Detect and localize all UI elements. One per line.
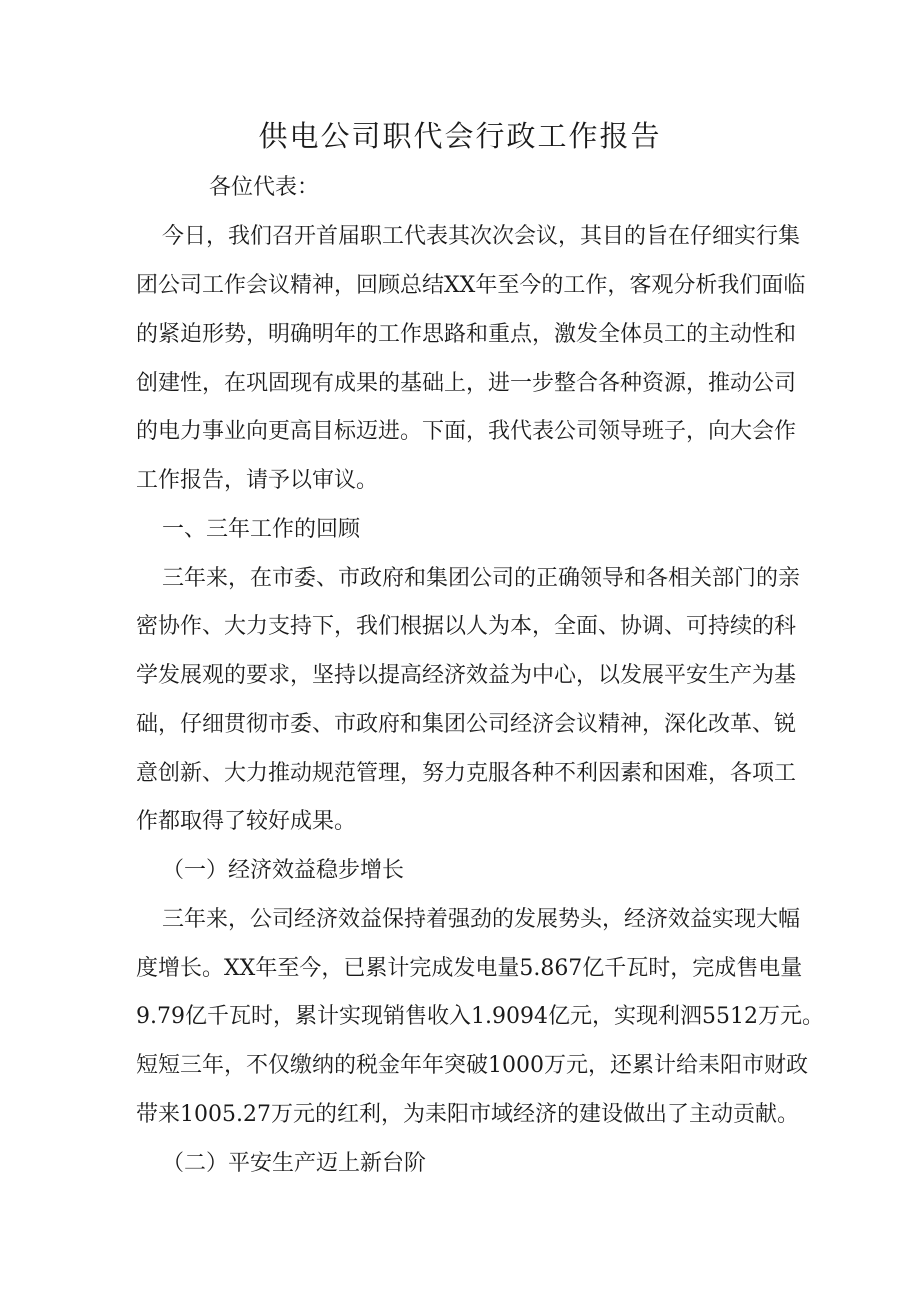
intro-line: 的紧迫形势，明确明年的工作思路和重点，激发全体员工的主动性和 [136,322,797,347]
section1-line: 作都取得了较好成果。 [136,809,357,834]
intro-line: 的电力事业向更高目标迈进。下面，我代表公司领导班子，向大会作 [136,419,797,444]
salutation: 各位代表： [209,175,320,200]
section-heading: 一、三年工作的回顾 [162,517,361,542]
intro-line: 团公司工作会议精神，回顾总结XX年至今的工作，客观分析我们面临 [136,273,806,298]
section1-line: 意创新、大力推动规范管理，努力克服各种不利因素和困难，各项工 [136,761,797,786]
section1-line: 础，仔细贯彻市委、市政府和集团公司经济会议精神，深化改革、锐 [136,712,797,737]
section1-line: 学发展观的要求，坚持以提高经济效益为中心，以发展平安生产为基 [136,663,797,688]
sub1-line: 度增长。XX年至今，已累计完成发电量5.867亿千瓦时，完成售电量 [136,956,803,981]
subsection-heading: （二）平安生产迈上新台阶 [162,1151,427,1176]
intro-line: 工作报告，请予以审议。 [136,468,379,493]
intro-line: 创建性，在巩固现有成果的基础上，进一步整合各种资源，推动公司 [136,371,797,396]
section1-line: 密协作、大力支持下，我们根据以人为本，全面、协调、可持续的科 [136,614,797,639]
document-title: 供电公司职代会行政工作报告 [258,119,662,153]
sub1-line: 短短三年，不仅缴纳的税金年年突破1000万元，还累计给耒阳市财政 [136,1053,808,1078]
sub1-line: 三年来，公司经济效益保持着强劲的发展势头，经济效益实现大幅 [162,907,801,932]
intro-line: 今日，我们召开首届职工代表其次次会议，其目的旨在仔细实行集 [162,224,801,249]
sub1-line: 带来1005.27万元的红利，为耒阳市域经济的建设做出了主动贡献。 [136,1102,799,1127]
section1-line: 三年来，在市委、市政府和集团公司的正确领导和各相关部门的亲 [162,566,801,591]
sub1-line: 9.79亿千瓦时，累计实现销售收入1.9094亿元，实现利泗5512万元。 [136,1004,824,1029]
subsection-heading: （一）经济效益稳步增长 [162,858,405,883]
